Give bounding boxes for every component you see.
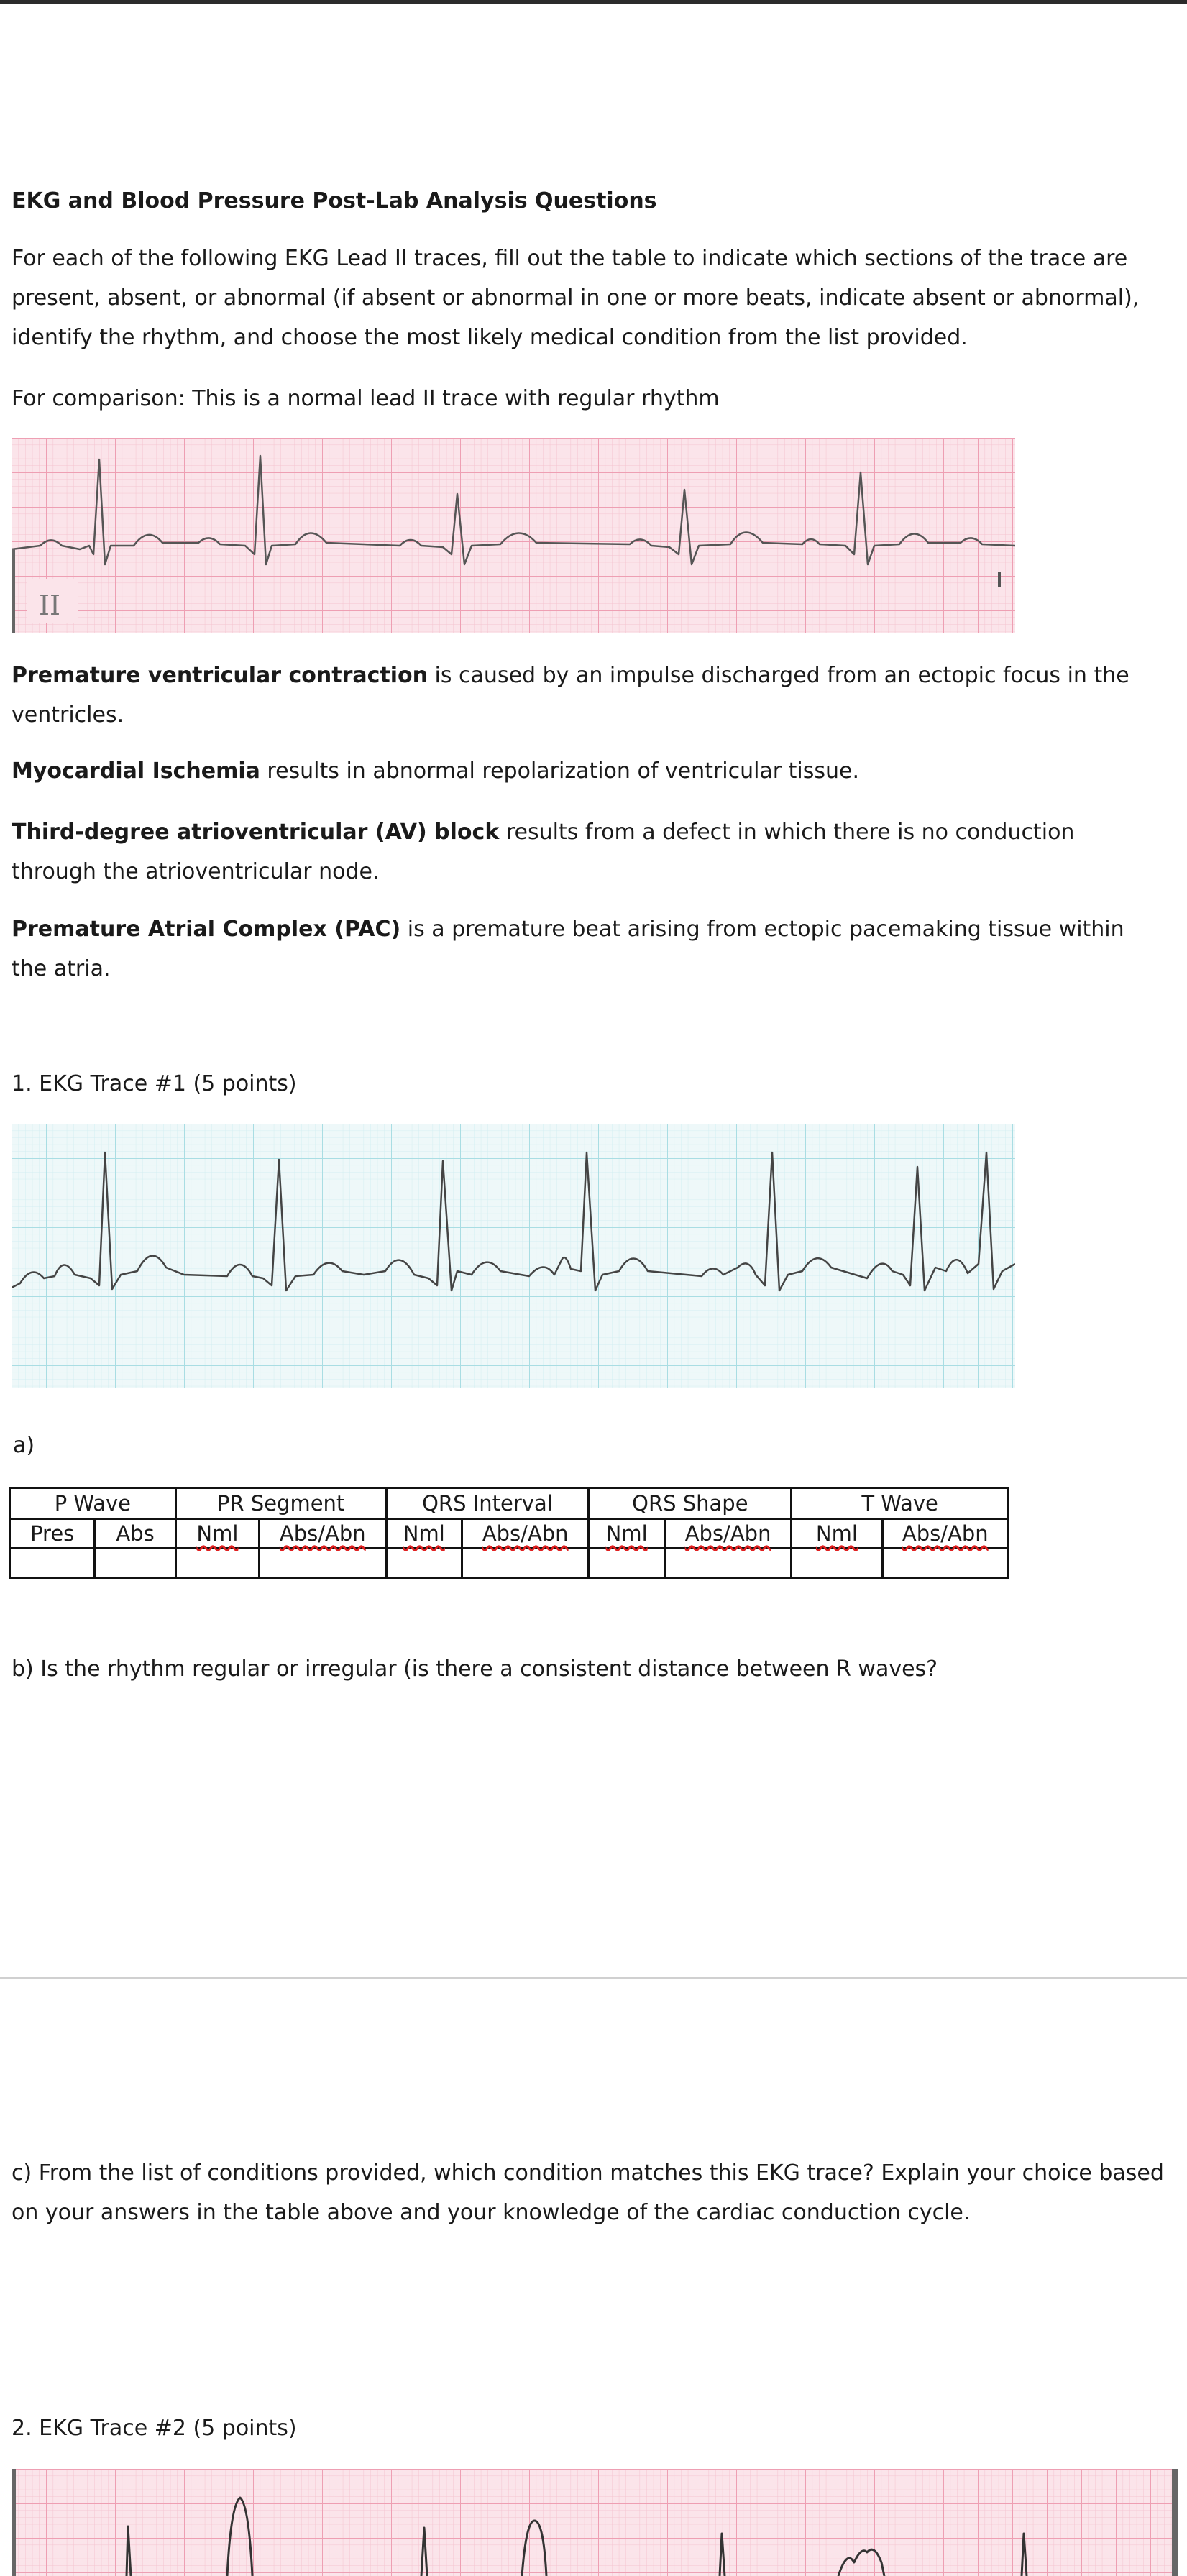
condition-pvc: Premature ventricular contraction is caused by an impulse discharged from an ectopic focus in the ventricles. (12, 663, 1129, 728)
ekg-trace-1-strip (12, 1124, 1015, 1388)
subheader-nml: Nml (386, 1519, 462, 1549)
header-t-wave: T Wave (792, 1488, 1009, 1519)
subheader-abs-abn: Abs/Abn (462, 1519, 589, 1549)
answer-cell[interactable] (95, 1549, 175, 1578)
subheader-abs-abn: Abs/Abn (882, 1519, 1008, 1549)
question-1-part-b: b) Is the rhythm regular or irregular (is there a consistent distance between R waves? (12, 1656, 938, 1682)
answer-cell[interactable] (882, 1549, 1008, 1578)
answer-cell[interactable] (10, 1549, 95, 1578)
question-2-heading: 2. EKG Trace #2 (5 points) (12, 2416, 297, 2441)
subheader-pres: Pres (10, 1519, 95, 1549)
comparison-caption: For comparison: This is a normal lead II trace with regular rhythm (12, 386, 720, 411)
subheader-abs-abn: Abs/Abn (260, 1519, 386, 1549)
subheader-nml: Nml (589, 1519, 665, 1549)
instructions: For each of the following EKG Lead II traces, fill out the table to indicate which sections of the trace are present, absent, or abnormal (if absent or abnormal in one or more beats, indicate absent or abnormal), identify the rhythm, and choose the most likely medical condition from the list provided. (12, 246, 1140, 350)
subheader-nml: Nml (792, 1519, 882, 1549)
answer-cell[interactable] (260, 1549, 386, 1578)
answer-cell[interactable] (386, 1549, 462, 1578)
question-1-heading: 1. EKG Trace #1 (5 points) (12, 1071, 297, 1096)
condition-ischemia: Myocardial Ischemia results in abnormal repolarization of ventricular tissue. (12, 758, 860, 784)
header-pr-segment: PR Segment (175, 1488, 386, 1519)
answer-cell[interactable] (462, 1549, 589, 1578)
subheader-abs-abn: Abs/Abn (664, 1519, 791, 1549)
top-border (0, 0, 1187, 4)
header-qrs-shape: QRS Shape (589, 1488, 792, 1519)
page-divider (0, 1977, 1187, 1979)
page-title: EKG and Blood Pressure Post-Lab Analysis Questions (12, 188, 657, 214)
header-p-wave: P Wave (10, 1488, 176, 1519)
subheader-abs: Abs (95, 1519, 175, 1549)
answer-cell[interactable] (589, 1549, 665, 1578)
answer-cell[interactable] (792, 1549, 882, 1578)
subheader-nml: Nml (175, 1519, 259, 1549)
lead-label: II (39, 590, 61, 621)
answer-cell[interactable] (664, 1549, 791, 1578)
condition-av-block: Third-degree atrioventricular (AV) block results from a defect in which there is no conduction through the atrioventricular node. (12, 820, 1075, 884)
answer-cell[interactable] (175, 1549, 259, 1578)
normal-ekg-strip (12, 438, 1015, 633)
condition-pac: Premature Atrial Complex (PAC) is a premature beat arising from ectopic pacemaking tissue within the atria. (12, 917, 1124, 981)
part-a-label: a) (13, 1433, 35, 1458)
question-1-part-c: c) From the list of conditions provided, which condition matches this EKG trace? Explain your choice based on your answers in the table above and your knowledge of the cardiac conduction cycle. (12, 2160, 1164, 2225)
trace-1-answer-table (9, 1487, 1009, 1579)
ekg-trace-2-strip (12, 2469, 1178, 2576)
header-qrs-interval: QRS Interval (386, 1488, 589, 1519)
